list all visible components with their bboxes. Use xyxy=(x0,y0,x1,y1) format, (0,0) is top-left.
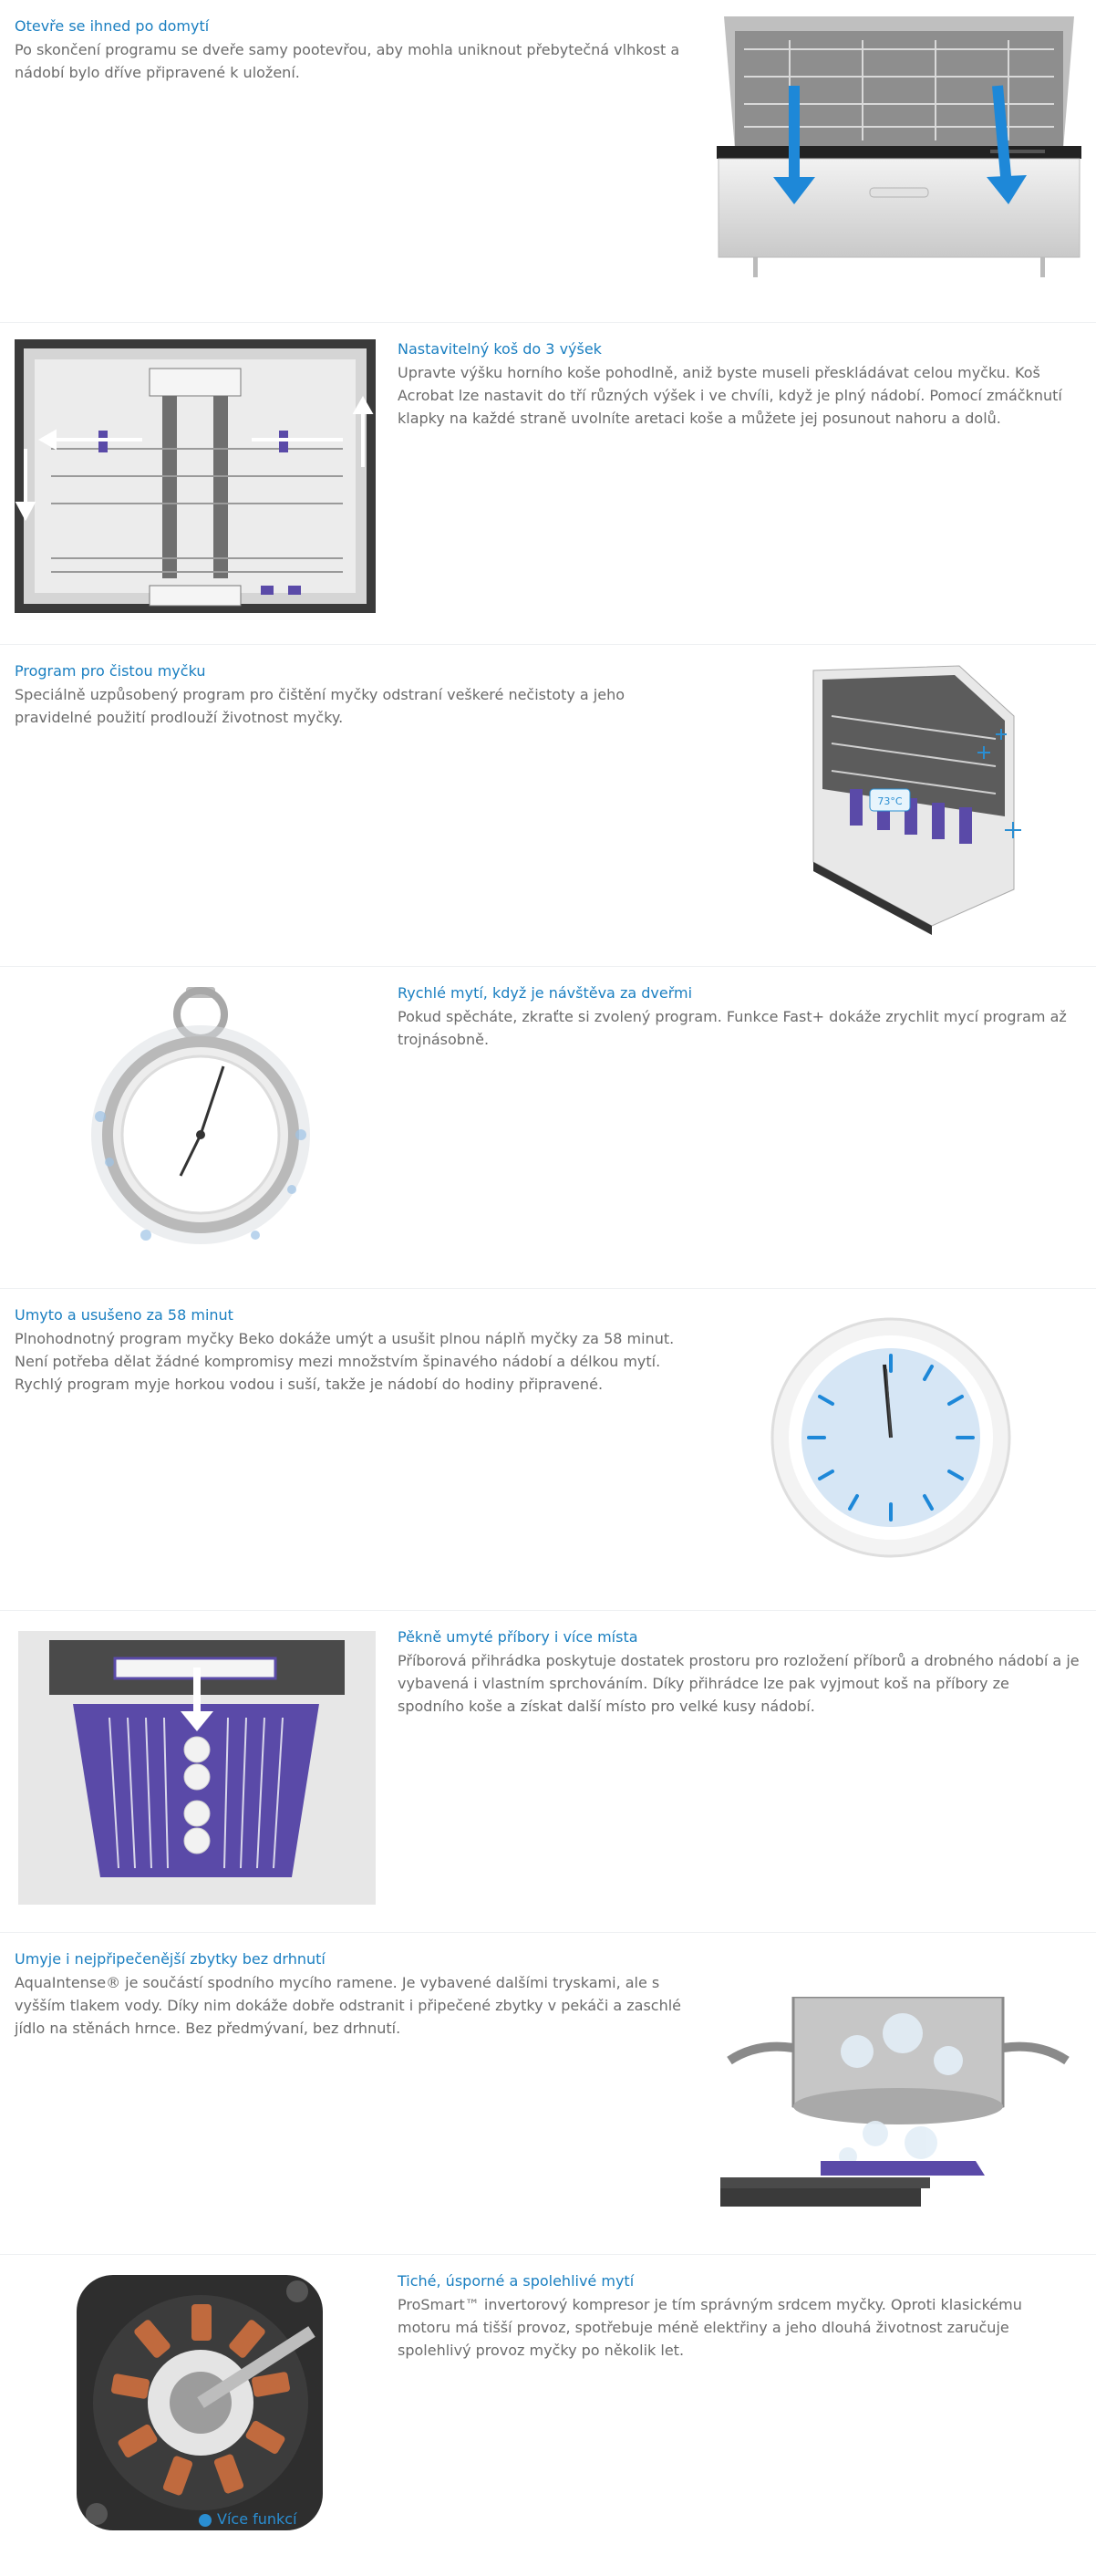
feature-aquaintense xyxy=(0,1932,1096,2254)
feature-fast-wash xyxy=(0,966,1096,1288)
feature-adjustable-basket xyxy=(0,322,1096,644)
feature-description: Speciálně uzpůsobený program pro čištění myčky odstraní veškeré nečistoty a jeho pravidelné použití prodlouží životnost myčky. xyxy=(15,686,625,726)
dishwasher-door-opening-image xyxy=(717,13,1081,277)
feature-text xyxy=(398,1627,1080,1718)
adjustable-basket-image xyxy=(15,339,376,613)
feature-description: Pokud spěcháte, zkraťte si zvolený program. Funkce Fast+ dokáže zrychlit mycí program až trojnásobně. xyxy=(398,1008,1067,1048)
feature-title: Nastavitelný koš do 3 výšek xyxy=(398,340,602,358)
feature-cutlery-tray xyxy=(0,1610,1096,1932)
feature-text xyxy=(398,2271,1080,2362)
feature-text xyxy=(398,983,1080,1051)
feature-auto-door-open xyxy=(0,0,1096,322)
more-features-label: Více funkcí xyxy=(217,2510,297,2528)
feature-text xyxy=(15,1949,689,2040)
pot-water-jets-image xyxy=(720,1997,1076,2207)
inverter-motor-image xyxy=(73,2266,328,2540)
feature-title: Program pro čistou myčku xyxy=(15,662,206,680)
feature-title: Umyje i nejpřipečenější zbytky bez drhnutí xyxy=(15,1950,326,1968)
feature-title: Rychlé mytí, když je návštěva za dveřmi xyxy=(398,984,693,1002)
more-features-link[interactable] xyxy=(199,2510,297,2528)
stopwatch-image xyxy=(73,980,328,1262)
feature-title: Tiché, úsporné a spolehlivé mytí xyxy=(398,2272,635,2290)
feature-text xyxy=(15,661,689,729)
feature-inverter-motor xyxy=(0,2254,1096,2576)
feature-description: AquaIntense® je součástí spodního mycího ramene. Je vybavené dalšími tryskami, ale s vyšším tlakem vody. Díky nim dokáže dobře odstranit i připečené zbytky v pekáči a zaschlé jídlo na stěnách hrnce. Bez předmývaní, bez drhnutí. xyxy=(15,1974,682,2037)
feature-description: Příborová přihrádka poskytuje dostatek prostoru pro rozložení příborů a drobného nádobí a je vybavená i vlastním sprchováním. Díky přihrádce lze pak vyjmout koš na příbory ze spodního koše a získat další místo pro velké kusy nádobí. xyxy=(398,1652,1080,1715)
feature-clean-program xyxy=(0,644,1096,966)
plate-clock-image xyxy=(768,1314,1014,1561)
feature-text xyxy=(15,1305,689,1396)
feature-text xyxy=(15,16,689,84)
feature-title: Pěkně umyté příbory i více místa xyxy=(398,1628,638,1646)
clean-dishwasher-image xyxy=(795,661,1041,935)
feature-title: Umyto a usušeno za 58 minut xyxy=(15,1306,233,1324)
feature-title: Otevře se ihned po domytí xyxy=(15,17,210,35)
temperature-label: 73°C xyxy=(877,795,903,807)
plus-circle-icon xyxy=(199,2514,212,2527)
feature-description: Plnohodnotný program myčky Beko dokáže umýt a usušit plnou náplň myčky za 58 minut. Není potřeba dělat žádné kompromisy mezi množstvím špinavého nádobí a délkou mytí. Rychlý program myje horkou vodou i suší, takže je nádobí do hodiny připravené. xyxy=(15,1330,675,1393)
feature-text xyxy=(398,339,1080,430)
feature-description: Upravte výšku horního koše pohodlně, aniž byste museli přeskládávat celou myčku. Koš Acrobat lze nastavit do tří různých výšek i ve chvíli, když je plný nádobí. Pomocí zmáčknutí klapky na každé straně uvolníte aretaci koše a můžete jej posunout nahoru a dolů. xyxy=(398,364,1062,427)
feature-58-minutes xyxy=(0,1288,1096,1610)
feature-description: Po skončení programu se dveře samy pootevřou, aby mohla uniknout přebytečná vlhkost a nádobí bylo dříve připravené k uložení. xyxy=(15,41,680,81)
cutlery-tray-image xyxy=(18,1631,376,1905)
feature-description: ProSmart™ invertorový kompresor je tím správným srdcem myčky. Oproti klasickému motoru má tišší provoz, spotřebuje méně elektřiny a jeho dlouhá životnost zaručuje spolehlivý provoz myčky po několik let. xyxy=(398,2296,1022,2359)
